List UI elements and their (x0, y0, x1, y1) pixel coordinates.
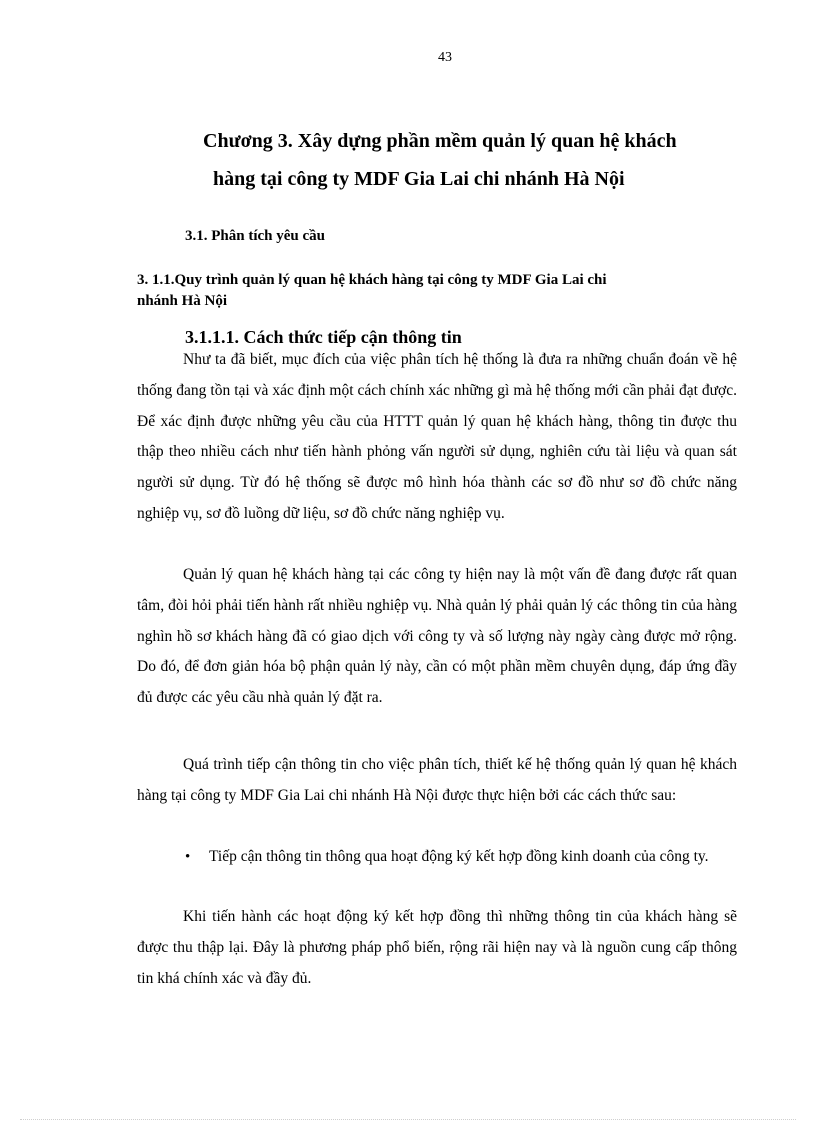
paragraph-1 (137, 345, 737, 530)
bullet-item (185, 842, 737, 872)
subsection-heading-3-1-1-1: 3.1.1.1. Cách thức tiếp cận thông tin (185, 327, 462, 347)
paragraph-2-text: Quản lý quan hệ khách hàng tại các công ty hiện nay là một vấn đề đang được rất quan tâm, đòi hỏi phải tiến hành rất nhiều nghiệp vụ. Nhà quản lý phải quản lý các thông tin của hàng nghìn hồ sơ khách hàng đã có giao dịch với công ty và số lượng này ngày càng được mở rộng. Do đó, để đơn giản hóa bộ phận quản lý này, cần có một phần mềm chuyên dụng, đáp ứng đầy đủ được các yêu cầu nhà quản lý đặt ra. (137, 566, 737, 707)
paragraph-4 (137, 902, 737, 994)
page-number: 43 (438, 50, 452, 65)
paragraph-4-text: Khi tiến hành các hoạt động ký kết hợp đồng thì những thông tin của khách hàng sẽ được thu thập lại. Đây là phương pháp phổ biến, rộng rãi hiện nay và là nguồn cung cấp thông tin khá chính xác và đầy đủ. (137, 908, 737, 987)
paragraph-3-text: Quá trình tiếp cận thông tin cho việc phân tích, thiết kế hệ thống quản lý quan hệ khách hàng tại công ty MDF Gia Lai chi nhánh Hà Nội được thực hiện bởi các cách thức sau: (137, 756, 737, 804)
page-bottom-border (20, 1119, 796, 1120)
section-heading-3-1: 3.1. Phân tích yêu cầu (185, 228, 326, 244)
bullet-item-text: Tiếp cận thông tin thông qua hoạt động ký kết hợp đồng kinh doanh của công ty. (209, 848, 709, 865)
chapter-title-line-2: hàng tại công ty MDF Gia Lai chi nhánh Hà Nội (213, 168, 625, 190)
bullet-dot-icon: • (185, 849, 191, 865)
section-heading-3-1-1-line-2: nhánh Hà Nội (137, 293, 228, 309)
section-heading-3-1-1-line-1: 3. 1.1.Quy trình quản lý quan hệ khách hàng tại công ty MDF Gia Lai chi (137, 272, 607, 288)
paragraph-1-text: Như ta đã biết, mục đích của việc phân tích hệ thống là đưa ra những chuẩn đoán về hệ thống đang tồn tại và xác định một cách chính xác những gì mà hệ thống mới cần phải đạt được. Để xác định được những yêu cầu của HTTT quản lý quan hệ khách hàng, thông tin được thu thập theo nhiều cách như tiến hành phỏng vấn người sử dụng, nghiên cứu tài liệu và quan sát người sử dụng. Từ đó hệ thống sẽ được mô hình hóa thành các sơ đồ như sơ đồ chức năng nghiệp vụ, sơ đồ luồng dữ liệu, sơ đồ chức năng nghiệp vụ. (137, 351, 737, 522)
chapter-title-line-1: Chương 3. Xây dựng phần mềm quản lý quan hệ khách (203, 130, 677, 152)
paragraph-2 (137, 560, 737, 714)
paragraph-3 (137, 750, 737, 812)
